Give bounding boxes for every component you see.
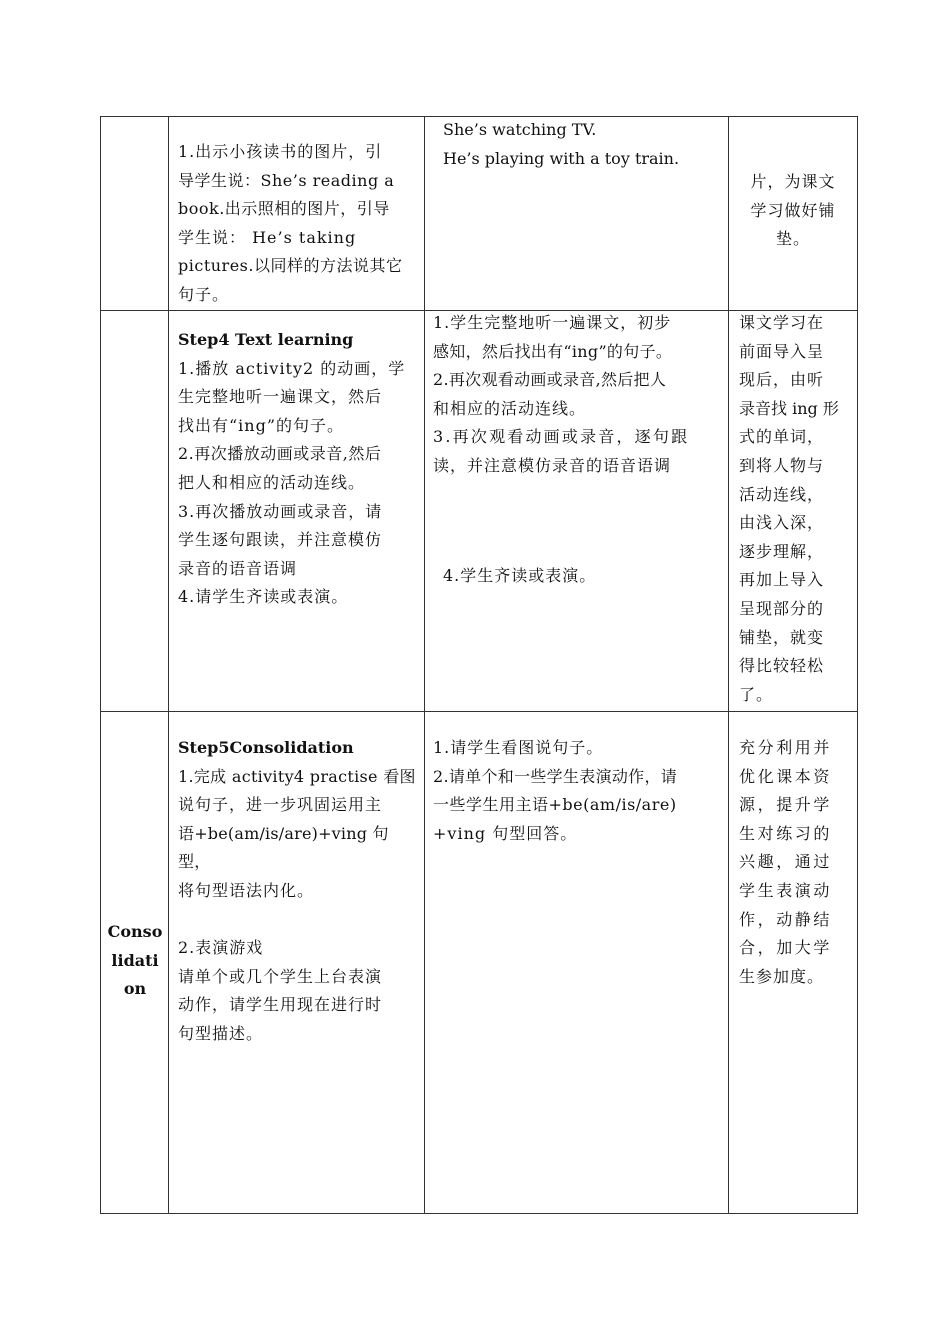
text-line: 由浅入深， <box>739 513 825 533</box>
text-line: 了。 <box>739 684 774 704</box>
text-line: 2.再次观看动画或录音,然后把人 <box>433 370 667 390</box>
text-line: 句型描述。 <box>178 1023 264 1043</box>
text-line: 一些学生用主语+be(am/is/are) <box>433 795 677 815</box>
text-line: 兴趣，通过 <box>739 852 833 872</box>
row1-procedure-cell <box>178 138 418 310</box>
text-line: 1.出示小孩读书的图片，引 <box>178 142 383 161</box>
text-line: 合，加大学 <box>739 938 833 958</box>
text-line: 把人和相应的活动连线。 <box>178 472 366 492</box>
row3-stage-cell <box>102 918 168 1004</box>
text-line: 说句子，进一步巩固运用主 <box>178 795 383 815</box>
text-line: 将句型语法内化。 <box>178 880 315 900</box>
text-line: 到将人物与 <box>739 455 825 475</box>
blank-line <box>178 906 418 935</box>
text-line: 片，为课文 <box>750 172 836 191</box>
text-line: 式的单词， <box>739 427 825 447</box>
stage-label-line: on <box>123 979 147 999</box>
text-line: 4.学生齐读或表演。 <box>443 566 597 585</box>
text-line: She’s watching TV. <box>443 120 597 139</box>
text-line: 1.完成 activity4 practise 看图 <box>178 766 416 786</box>
text-line: 录音找 ing 形 <box>739 398 839 418</box>
row1-student-cell <box>443 116 723 173</box>
column-divider-3 <box>728 116 729 1214</box>
text-line: 活动连线， <box>739 484 825 504</box>
text-line: 垫。 <box>775 229 810 249</box>
column-divider-2 <box>424 116 425 1214</box>
row2-procedure-cell <box>178 326 418 612</box>
text-line: 2.再次播放动画或录音,然后 <box>178 444 382 464</box>
text-line: 现后，由听 <box>739 370 825 390</box>
text-line: +ving 句型回答。 <box>433 823 578 843</box>
text-line: 呈现部分的 <box>739 598 825 618</box>
row3-procedure-cell <box>178 734 418 1049</box>
text-line: 学生说： He’s taking <box>178 227 357 247</box>
text-line: 铺垫，就变 <box>739 627 825 647</box>
text-line: 逐步理解， <box>739 541 825 561</box>
text-line: 3.再次观看动画或录音，逐句跟 <box>433 427 690 447</box>
text-line: 句子。 <box>178 284 230 304</box>
step-title: Step5Consolidation <box>178 738 354 757</box>
text-line: pictures.以同样的方法说其它 <box>178 256 403 276</box>
text-line: 充分利用并 <box>739 738 833 757</box>
table-border-right <box>857 116 858 1214</box>
row2-student-last-line <box>443 562 723 591</box>
row3-purpose-cell <box>739 734 853 991</box>
text-line: 作，动静结 <box>739 909 833 929</box>
text-line: 和相应的活动连线。 <box>433 398 587 418</box>
stage-label-line: lidati <box>111 950 159 970</box>
table-border-left <box>100 116 101 1214</box>
row-divider-2 <box>100 711 858 712</box>
text-line: He’s playing with a toy train. <box>443 148 680 168</box>
text-line: 1.播放 activity2 的动画，学 <box>178 358 406 378</box>
text-line: 1.学生完整地听一遍课文，初步 <box>433 313 672 332</box>
text-line: 前面导入呈 <box>739 341 825 361</box>
text-line: 导学生说：She’s reading a <box>178 170 395 190</box>
row2-student-cell <box>433 309 723 481</box>
text-line: 生对练习的 <box>739 823 833 843</box>
text-line: 1.请学生看图说句子。 <box>433 738 604 757</box>
row1-purpose-cell <box>736 168 850 254</box>
row3-student-cell <box>433 734 725 848</box>
text-line: 得比较轻松 <box>739 656 825 676</box>
row2-purpose-cell <box>739 309 853 709</box>
text-line: 再加上导入 <box>739 570 825 590</box>
column-divider-1 <box>168 116 169 1214</box>
text-line: 课文学习在 <box>739 313 825 332</box>
text-line: 学习做好铺 <box>750 200 836 220</box>
step-title: Step4 Text learning <box>178 330 354 349</box>
text-line: 动作，请学生用现在进行时 <box>178 995 383 1015</box>
stage-label-line: Conso <box>107 922 163 941</box>
text-line: book.出示照相的图片，引导 <box>178 199 390 219</box>
text-line: 2.表演游戏 <box>178 938 264 958</box>
text-line: 生参加度。 <box>739 966 825 986</box>
text-line: 4.请学生齐读或表演。 <box>178 587 349 607</box>
text-line: 源，提升学 <box>739 795 833 815</box>
text-line: 语+be(am/is/are)+ving 句型， <box>178 823 389 872</box>
table-border-bottom <box>100 1213 858 1214</box>
text-line: 读，并注意模仿录音的语音语调 <box>433 455 672 475</box>
text-line: 2.请单个和一些学生表演动作，请 <box>433 766 678 786</box>
lesson-plan-table <box>100 116 858 1214</box>
text-line: 学生逐句跟读，并注意模仿 <box>178 530 383 550</box>
text-line: 优化课本资 <box>739 766 833 786</box>
text-line: 感知，然后找出有“ing”的句子。 <box>433 341 673 361</box>
text-line: 学生表演动 <box>739 880 833 900</box>
text-line: 录音的语音语调 <box>178 558 298 578</box>
text-line: 3.再次播放动画或录音，请 <box>178 501 383 521</box>
text-line: 找出有“ing”的句子。 <box>178 415 345 435</box>
text-line: 请单个或几个学生上台表演 <box>178 966 383 986</box>
text-line: 生完整地听一遍课文，然后 <box>178 387 383 407</box>
